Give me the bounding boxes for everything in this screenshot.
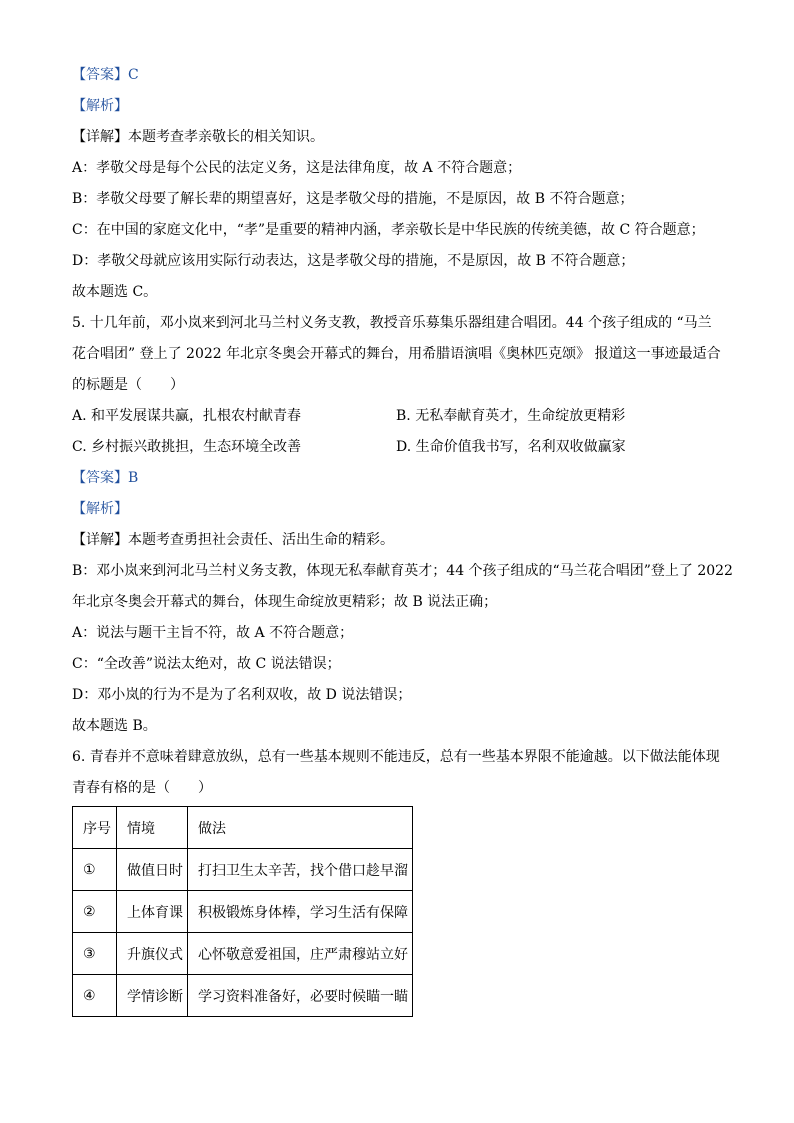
analysis-label: 【解析】 — [72, 501, 128, 517]
conclusion-line: 故本题选 B。 — [72, 718, 157, 734]
analysis-line: D：孝敬父母就应该用实际行动表达，这是孝敬父母的措施，不是原因，故 B 不符合题意； — [72, 253, 635, 269]
table-cell: ① — [73, 849, 117, 891]
document-page — [72, 60, 733, 1017]
analysis-label: 【解析】 — [72, 98, 128, 114]
table-cell: 学情诊断 — [117, 975, 188, 1017]
table-row — [73, 933, 413, 975]
table-cell: ④ — [73, 975, 117, 1017]
analysis-line: C：“全改善”说法太绝对，故 C 说法错误； — [72, 656, 341, 672]
analysis-line: C：在中国的家庭文化中，“孝”是重要的精神内涵，孝亲敬长是中华民族的传统美德，故 C 符合题意； — [72, 222, 705, 238]
table-cell: 打扫卫生太辛苦，找个借口趁早溜 — [188, 849, 413, 891]
analysis-line: B：邓小岚来到河北马兰村义务支教，体现无私奉献育英才；44 个孩子组成的“马兰花合唱团”登上了 2022 — [72, 563, 733, 579]
question-stem: 5. 十几年前，邓小岚来到河北马兰村义务支教，教授音乐募集乐器组建合唱团。44 个孩子组成的 “马兰 — [72, 315, 712, 331]
table-cell: 做值日时 — [117, 849, 188, 891]
analysis-line: B：孝敬父母要了解长辈的期望喜好，这是孝敬父母的措施，不是原因，故 B 不符合题意； — [72, 191, 634, 207]
table-cell: 积极锻炼身体棒，学习生活有保障 — [188, 891, 413, 933]
question-stem: 的标题是（ ） — [72, 377, 184, 393]
table-cell: 上体育课 — [117, 891, 188, 933]
answer-label: 【答案】B — [72, 470, 139, 486]
table-cell: ② — [73, 891, 117, 933]
question-stem: 青春有格的是（ ） — [72, 780, 212, 796]
answer-label: 【答案】C — [72, 67, 139, 83]
table-header-row — [73, 807, 413, 849]
analysis-line: A：孝敬父母是每个公民的法定义务，这是法律角度，故 A 不符合题意； — [72, 160, 522, 176]
table-row — [73, 975, 413, 1017]
detail-line: 【详解】本题考查孝亲敬长的相关知识。 — [72, 129, 324, 145]
question-stem: 6. 青春并不意味着肆意放纵，总有一些基本规则不能违反，总有一些基本界限不能逾越。以下做法能体现 — [72, 749, 720, 765]
table-header-cell: 序号 — [73, 807, 117, 849]
option-c: C. 乡村振兴敢挑担，生态环境全改善 — [72, 439, 302, 455]
analysis-line: 年北京冬奥会开幕式的舞台，体现生命绽放更精彩；故 B 说法正确； — [72, 594, 498, 610]
scenario-table — [72, 806, 413, 1017]
table-row — [73, 891, 413, 933]
option-d: D. 生命价值我书写，名利双收做赢家 — [396, 439, 626, 455]
table-cell: 学习资料准备好，必要时候瞄一瞄 — [188, 975, 413, 1017]
options-grid — [72, 401, 722, 463]
table-cell: ③ — [73, 933, 117, 975]
table-header-cell: 做法 — [188, 807, 413, 849]
analysis-line: D：邓小岚的行为不是为了名利双收，故 D 说法错误； — [72, 687, 412, 703]
analysis-line: A：说法与题干主旨不符，故 A 不符合题意； — [72, 625, 354, 641]
table-cell: 心怀敬意爱祖国，庄严肃穆站立好 — [188, 933, 413, 975]
option-b: B. 无私奉献育英才，生命绽放更精彩 — [396, 408, 626, 424]
table-header-cell: 情境 — [117, 807, 188, 849]
question-stem: 花合唱团” 登上了 2022 年北京冬奥会开幕式的舞台，用希腊语演唱《奥林匹克颂》 报道这一事迹最适合 — [72, 346, 721, 362]
table-row — [73, 849, 413, 891]
conclusion-line: 故本题选 C。 — [72, 284, 158, 300]
option-a: A. 和平发展谋共赢，扎根农村献青春 — [72, 408, 302, 424]
table-cell: 升旗仪式 — [117, 933, 188, 975]
detail-line: 【详解】本题考查勇担社会责任、活出生命的精彩。 — [72, 532, 394, 548]
